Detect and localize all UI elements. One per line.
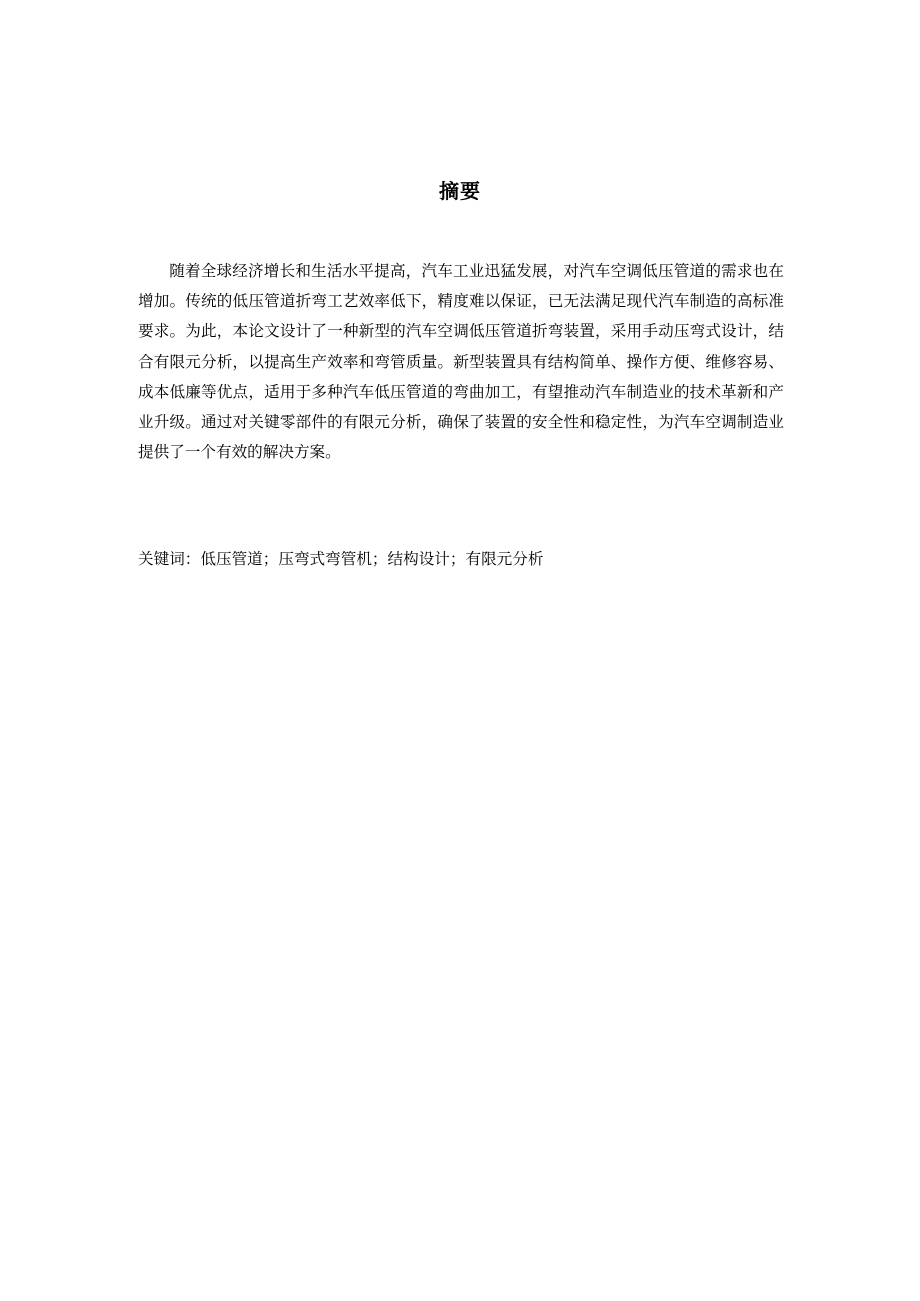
keywords-line: 关键词：低压管道；压弯式弯管机；结构设计；有限元分析 <box>138 550 544 568</box>
abstract-paragraph: 随着全球经济增长和生活水平提高，汽车工业迅猛发展，对汽车空调低压管道的需求也在增加。传统的低压管道折弯工艺效率低下，精度难以保证，已无法满足现代汽车制造的高标准要求。为此，本论文设计了一种新型的汽车空调低压管道折弯装置，采用手动压弯式设计，结合有限元分析，以提高生产效率和弯管质量。新型装置具有结构简单、操作方便、维修容易、成本低廉等优点，适用于多种汽车低压管道的弯曲加工，有望推动汽车制造业的技术革新和产业升级。通过对关键零部件的有限元分析，确保了装置的安全性和稳定性，为汽车空调制造业提供了一个有效的解决方案。 <box>138 262 784 462</box>
page-title: 摘要 <box>439 179 481 203</box>
